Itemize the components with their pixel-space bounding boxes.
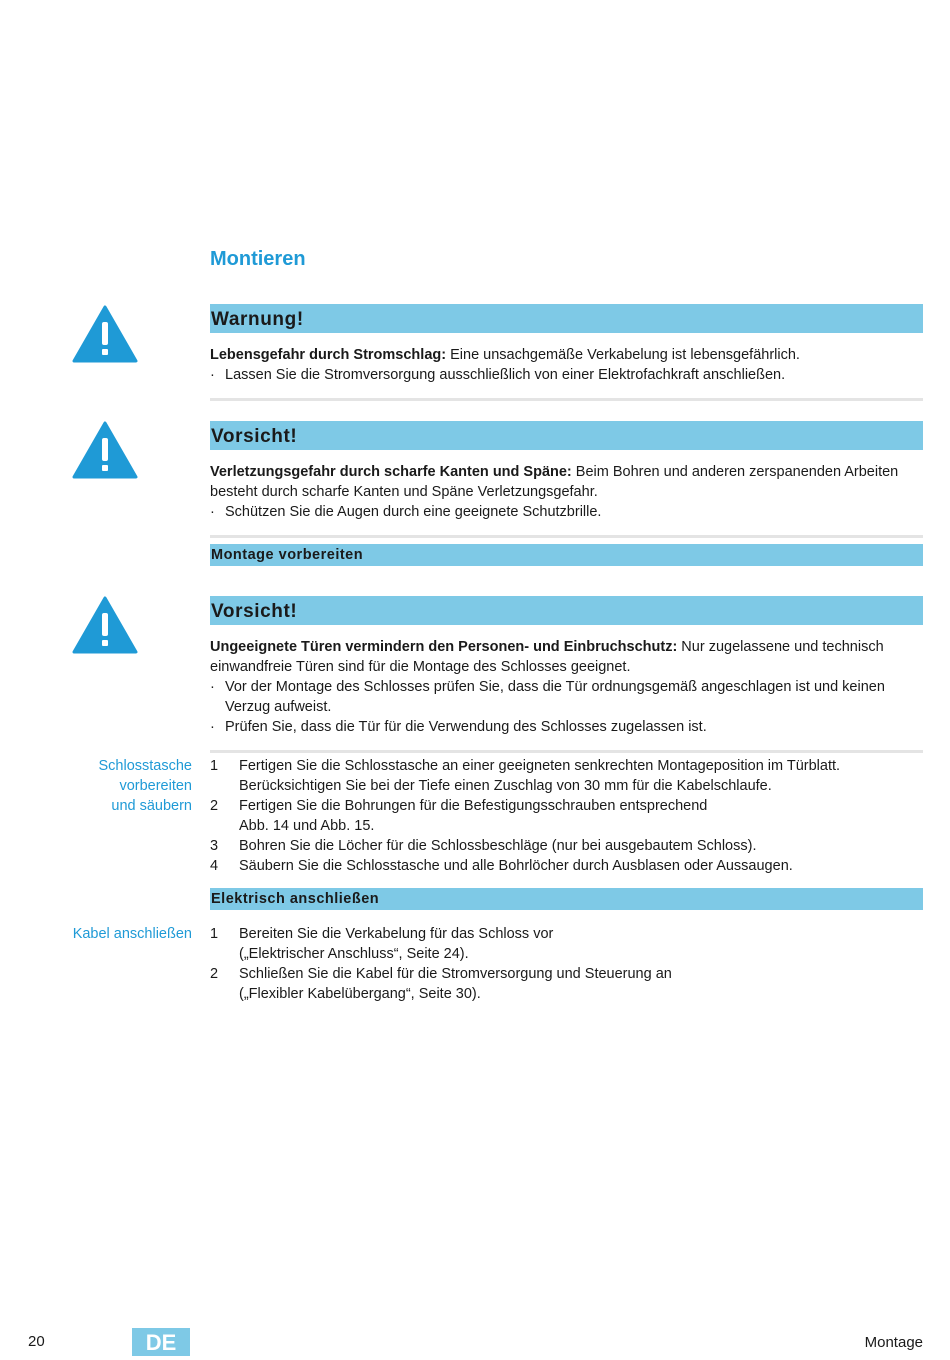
warning-triangle-icon	[72, 305, 138, 363]
step-item: 1 Bereiten Sie die Verkabelung für das Schloss vor („Elektrischer Anschluss“, Seite 24).	[210, 926, 554, 962]
divider	[210, 535, 923, 538]
side-label-lock-pocket: Schlosstasche vorbereiten und säubern	[98, 758, 192, 814]
divider	[210, 750, 923, 753]
list-item: · Lassen Sie die Stromversorgung ausschließlich von einer Elektrofachkraft anschließen.	[210, 367, 786, 383]
list-item: · Prüfen Sie, dass die Tür für die Verwendung des Schlosses zugelassen ist.	[210, 719, 707, 735]
language-badge: DE	[132, 1328, 190, 1356]
footer-section-title: Montage	[864, 1334, 923, 1351]
caution-heading: Vorsicht!	[210, 596, 923, 625]
warning-triangle-icon	[72, 596, 138, 654]
step-item: 3 Bohren Sie die Löcher für die Schlossbeschläge (nur bei ausgebautem Schloss).	[210, 838, 757, 854]
caution-lead	[210, 637, 922, 677]
caution-heading: Vorsicht!	[210, 421, 923, 450]
caution-lead-text: Beim Bohren und anderen zerspanenden Arbeiten besteht durch scharfe Kanten und Späne Verletzungsgefahr.	[210, 464, 899, 500]
warning-lead-text: Eine unsachgemäße Verkabelung ist lebensgefährlich.	[446, 347, 800, 363]
side-label-cables: Kabel anschließen	[72, 926, 192, 942]
page-title: Montieren	[210, 248, 306, 270]
list-item: · Vor der Montage des Schlosses prüfen Sie, dass die Tür ordnungsgemäß angeschlagen ist und keinen Verzug aufweist.	[210, 679, 885, 715]
warning-triangle-icon	[72, 421, 138, 479]
step-item: 4 Säubern Sie die Schlosstasche und alle Bohrlöcher durch Ausblasen oder Aussaugen.	[210, 858, 793, 874]
step-item: 2 Fertigen Sie die Bohrungen für die Befestigungsschrauben entsprechend Abb. 14 und Abb. 15.	[210, 798, 708, 834]
caution-lead	[210, 462, 922, 502]
caution-lead-bold: Verletzungsgefahr durch scharfe Kanten und Späne:	[210, 464, 572, 480]
page-number: 20	[28, 1333, 45, 1350]
warning-lead-bold: Lebensgefahr durch Stromschlag:	[210, 347, 447, 363]
list-item: · Schützen Sie die Augen durch eine geeignete Schutzbrille.	[210, 504, 602, 520]
section-heading-electric: Elektrisch anschließen	[210, 888, 923, 910]
warning-lead	[210, 345, 922, 365]
caution-lead-text: Nur zugelassene und technisch einwandfreie Türen sind für die Montage des Schlosses geeignet.	[210, 639, 884, 675]
step-item: 1 Fertigen Sie die Schlosstasche an einer geeigneten senkrechten Montageposition im Türblatt. Berücksichtigen Sie bei der Tiefe einen Zuschlag von 30 mm für die Kabelschlaufe.	[210, 758, 841, 794]
step-item: 2 Schließen Sie die Kabel für die Stromversorgung und Steuerung an („Flexibler Kabelübergang“, Seite 30).	[210, 966, 672, 1002]
warning-heading: Warnung!	[210, 304, 923, 333]
caution-lead-bold: Ungeeignete Türen vermindern den Personen- und Einbruchschutz:	[210, 639, 678, 655]
divider	[210, 398, 923, 401]
section-heading-prepare: Montage vorbereiten	[210, 544, 923, 566]
